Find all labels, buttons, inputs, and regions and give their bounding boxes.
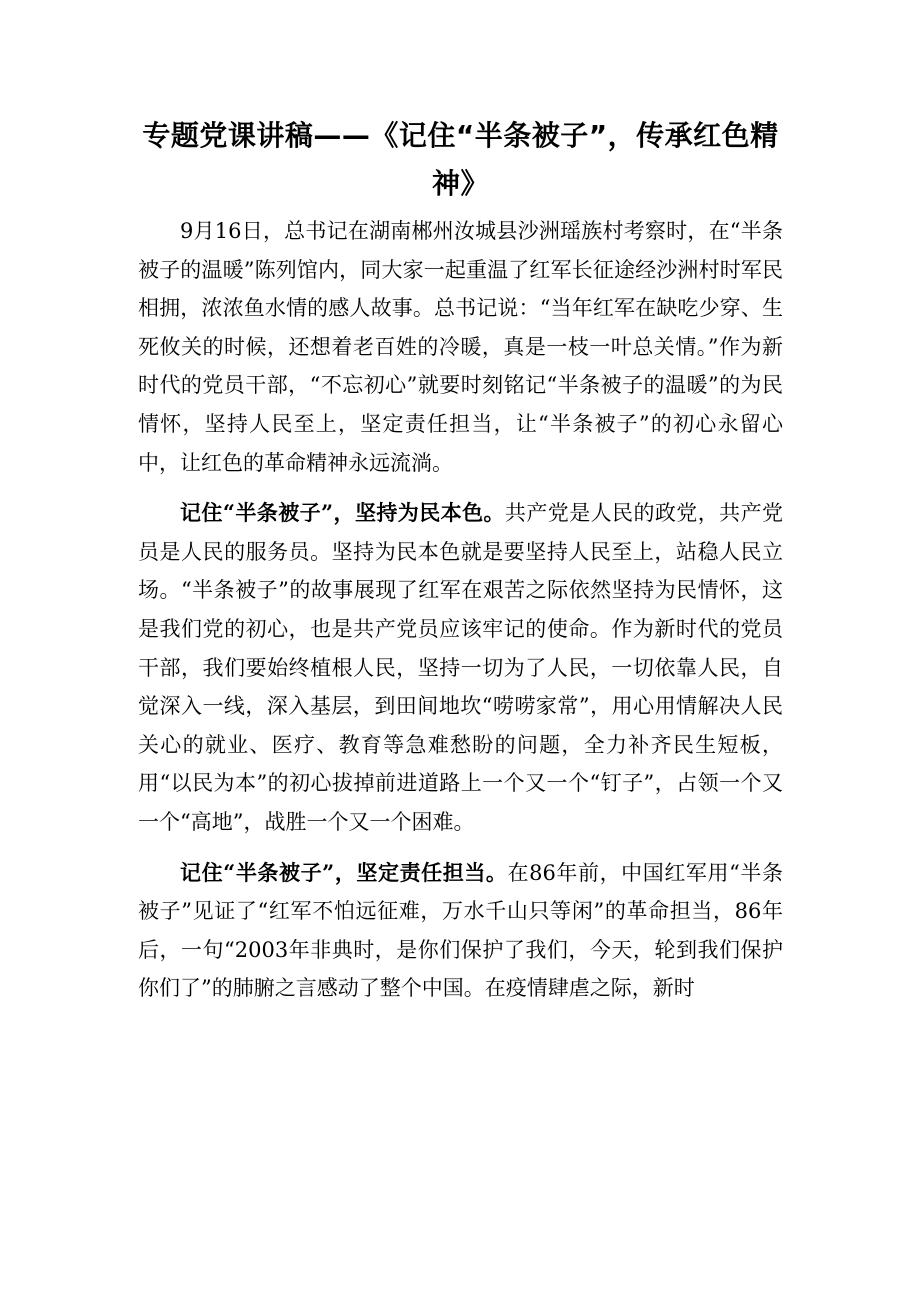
paragraph-body: 在86年前，中国红军用“半条被子”见证了“红军不怕远征难，万水千山只等闲”的革命担当，86年后，一句“2003年非典时，是你们保护了我们，今天，轮到我们保护你们了”的肺腑之言感动了整个中国。在疫情肆虐之际，新时 — [138, 860, 783, 1001]
paragraph-lead: 记住“半条被子”，坚定责任担当。 — [180, 859, 508, 885]
paragraph-body: 9月16日，总书记在湖南郴州汝城县沙洲瑶族村考察时，在“半条被子的温暖”陈列馆内，同大家一起重温了红军长征途经沙洲村时军民相拥，浓浓鱼水情的感人故事。总书记说：“当年红军在缺吃少穿、生死攸关的时候，还想着老百姓的冷暖，真是一枝一叶总关情。”作为新时代的党员干部，“不忘初心”就要时刻铭记“半条被子的温暖”的为民情怀，坚持人民至上，坚定责任担当，让“半条被子”的初心永留心中，让红色的革命精神永远流淌。 — [138, 219, 783, 475]
paragraph-responsibility — [138, 854, 783, 1008]
document-title: 专题党课讲稿——《记住“半条被子”，传承红色精神》 — [142, 119, 779, 200]
paragraph-lead: 记住“半条被子”，坚持为民本色。 — [180, 500, 505, 526]
paragraph-people-first — [138, 494, 783, 841]
paragraph-body: 共产党是人民的政党，共产党员是人民的服务员。坚持为民本色就是要坚持人民至上，站稳人民立场。“半条被子”的故事展现了红军在艰苦之际依然坚持为民情怀，这是我们党的初心，也是共产党员应该牢记的使命。作为新时代的党员干部，我们要始终植根人民，坚持一切为了人民，一切依靠人民，自觉深入一线，深入基层，到田间地坎“唠唠家常”，用心用情解决人民关心的就业、医疗、教育等急难愁盼的问题，全力补齐民生短板，用“以民为本”的初心拔掉前进道路上一个又一个“钉子”，占领一个又一个“高地”，战胜一个又一个困难。 — [138, 501, 783, 834]
document-page — [138, 112, 783, 1020]
paragraph-intro — [138, 212, 783, 482]
